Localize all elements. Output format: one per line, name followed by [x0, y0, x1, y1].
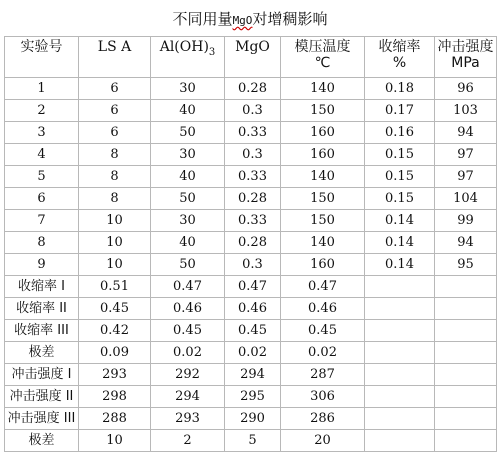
header-label: 收缩率	[378, 39, 421, 55]
table-row	[5, 188, 497, 210]
summary-cell: 5	[225, 430, 281, 452]
summary-label: 冲击强度 II	[5, 386, 79, 408]
table-row	[5, 78, 497, 100]
summary-cell: 292	[151, 364, 225, 386]
summary-row	[5, 298, 497, 320]
summary-label: 收缩率 I	[5, 276, 79, 298]
table-cell: 8	[5, 232, 79, 254]
empty-cell	[435, 386, 497, 408]
summary-cell: 293	[79, 364, 151, 386]
table-cell: 0.3	[225, 100, 281, 122]
empty-cell	[435, 430, 497, 452]
summary-cell: 0.45	[151, 320, 225, 342]
summary-cell: 0.09	[79, 342, 151, 364]
summary-row	[5, 364, 497, 386]
summary-cell: 0.46	[281, 298, 365, 320]
empty-cell	[365, 386, 435, 408]
table-cell: 0.14	[365, 232, 435, 254]
summary-label: 收缩率 II	[5, 298, 79, 320]
table-cell: 0.15	[365, 188, 435, 210]
table-cell: 5	[5, 166, 79, 188]
empty-cell	[435, 364, 497, 386]
summary-label: 收缩率 III	[5, 320, 79, 342]
table-cell: 40	[151, 232, 225, 254]
empty-cell	[435, 342, 497, 364]
header-unit: MPa	[451, 55, 480, 71]
summary-label: 极差	[5, 342, 79, 364]
header-row	[5, 37, 497, 78]
summary-row	[5, 408, 497, 430]
summary-cell: 0.47	[151, 276, 225, 298]
summary-label: 冲击强度 I	[5, 364, 79, 386]
header-label: 冲击强度	[437, 39, 494, 55]
summary-row	[5, 320, 497, 342]
table-cell: 160	[281, 254, 365, 276]
table-cell: 50	[151, 188, 225, 210]
table-cell: 9	[5, 254, 79, 276]
table-cell: 0.3	[225, 144, 281, 166]
table-cell: 10	[79, 254, 151, 276]
table-cell: 6	[5, 188, 79, 210]
table-cell: 50	[151, 254, 225, 276]
table-cell: 30	[151, 210, 225, 232]
summary-row	[5, 276, 497, 298]
summary-cell: 0.46	[225, 298, 281, 320]
summary-cell: 0.02	[151, 342, 225, 364]
summary-cell: 0.46	[151, 298, 225, 320]
summary-cell: 293	[151, 408, 225, 430]
summary-cell: 0.02	[281, 342, 365, 364]
table-cell: 8	[79, 144, 151, 166]
summary-row	[5, 430, 497, 452]
table-cell: 50	[151, 122, 225, 144]
header-unit: %	[392, 55, 407, 71]
table-cell: 104	[435, 188, 497, 210]
table-row	[5, 144, 497, 166]
summary-row	[5, 386, 497, 408]
table-cell: 140	[281, 166, 365, 188]
empty-cell	[365, 408, 435, 430]
summary-cell: 20	[281, 430, 365, 452]
table-row	[5, 166, 497, 188]
table-cell: 103	[435, 100, 497, 122]
header-cell: 实验号	[5, 37, 79, 78]
empty-cell	[365, 364, 435, 386]
table-cell: 6	[79, 122, 151, 144]
table-cell: 97	[435, 166, 497, 188]
title-prefix: 不同用量	[172, 10, 233, 28]
table-cell: 40	[151, 100, 225, 122]
empty-cell	[365, 276, 435, 298]
summary-row	[5, 342, 497, 364]
table-cell: 4	[5, 144, 79, 166]
table-cell: 95	[435, 254, 497, 276]
empty-cell	[365, 430, 435, 452]
table-cell: 150	[281, 100, 365, 122]
table-cell: 96	[435, 78, 497, 100]
table-cell: 0.28	[225, 78, 281, 100]
table-cell: 0.3	[225, 254, 281, 276]
header-cell	[435, 37, 497, 78]
table-cell: 140	[281, 78, 365, 100]
table-cell: 0.18	[365, 78, 435, 100]
summary-cell: 288	[79, 408, 151, 430]
table-row	[5, 232, 497, 254]
summary-cell: 0.47	[281, 276, 365, 298]
table-cell: 30	[151, 144, 225, 166]
summary-cell: 0.02	[225, 342, 281, 364]
empty-cell	[435, 298, 497, 320]
summary-cell: 0.47	[225, 276, 281, 298]
summary-label: 冲击强度 III	[5, 408, 79, 430]
header-unit: ℃	[314, 55, 331, 71]
table-cell: 7	[5, 210, 79, 232]
table-cell: 0.28	[225, 232, 281, 254]
header-cell	[365, 37, 435, 78]
summary-cell: 0.45	[79, 298, 151, 320]
summary-cell: 0.42	[79, 320, 151, 342]
header-cell: MgO	[225, 37, 281, 78]
table-cell: 0.17	[365, 100, 435, 122]
table-row	[5, 254, 497, 276]
table-cell: 0.33	[225, 210, 281, 232]
summary-cell: 294	[225, 364, 281, 386]
table-row	[5, 210, 497, 232]
summary-cell: 286	[281, 408, 365, 430]
summary-cell: 287	[281, 364, 365, 386]
summary-label: 极差	[5, 430, 79, 452]
table-cell: 10	[79, 232, 151, 254]
table-cell: 8	[79, 166, 151, 188]
table-cell: 6	[79, 78, 151, 100]
table-cell: 0.16	[365, 122, 435, 144]
header-cell: $Al(OH)_3$	[151, 37, 225, 78]
table-cell: 0.15	[365, 166, 435, 188]
table-cell: 160	[281, 122, 365, 144]
summary-cell: 10	[79, 430, 151, 452]
header-cell	[281, 37, 365, 78]
table-row	[5, 122, 497, 144]
results-table	[4, 36, 497, 452]
table-cell: 1	[5, 78, 79, 100]
table-cell: 10	[79, 210, 151, 232]
table-cell: 0.28	[225, 188, 281, 210]
title-mgo: MgO	[232, 14, 253, 27]
summary-cell: 0.45	[225, 320, 281, 342]
summary-cell: 0.45	[281, 320, 365, 342]
header-cell: LS A	[79, 37, 151, 78]
summary-cell: 290	[225, 408, 281, 430]
table-cell: 94	[435, 122, 497, 144]
summary-cell: 294	[151, 386, 225, 408]
summary-cell: 298	[79, 386, 151, 408]
empty-cell	[435, 408, 497, 430]
summary-cell: 0.51	[79, 276, 151, 298]
table-cell: 140	[281, 232, 365, 254]
empty-cell	[435, 320, 497, 342]
table-cell: 160	[281, 144, 365, 166]
table-cell: 97	[435, 144, 497, 166]
table-cell: 40	[151, 166, 225, 188]
table-cell: 3	[5, 122, 79, 144]
table-cell: 0.14	[365, 254, 435, 276]
table-cell: 94	[435, 232, 497, 254]
summary-cell: 295	[225, 386, 281, 408]
summary-cell: 2	[151, 430, 225, 452]
empty-cell	[365, 320, 435, 342]
table-row	[5, 100, 497, 122]
table-cell: 150	[281, 210, 365, 232]
empty-cell	[435, 276, 497, 298]
table-cell: 150	[281, 188, 365, 210]
table-cell: 0.14	[365, 210, 435, 232]
table-cell: 0.33	[225, 166, 281, 188]
title-suffix: 对增稠影响	[252, 10, 328, 28]
header-label: 模压温度	[294, 39, 351, 55]
table-title	[0, 8, 500, 29]
table-cell: 2	[5, 100, 79, 122]
table-cell: 0.33	[225, 122, 281, 144]
empty-cell	[365, 298, 435, 320]
summary-cell: 306	[281, 386, 365, 408]
empty-cell	[365, 342, 435, 364]
table-cell: 0.15	[365, 144, 435, 166]
table-cell: 6	[79, 100, 151, 122]
table-cell: 8	[79, 188, 151, 210]
table-cell: 99	[435, 210, 497, 232]
table-cell: 30	[151, 78, 225, 100]
